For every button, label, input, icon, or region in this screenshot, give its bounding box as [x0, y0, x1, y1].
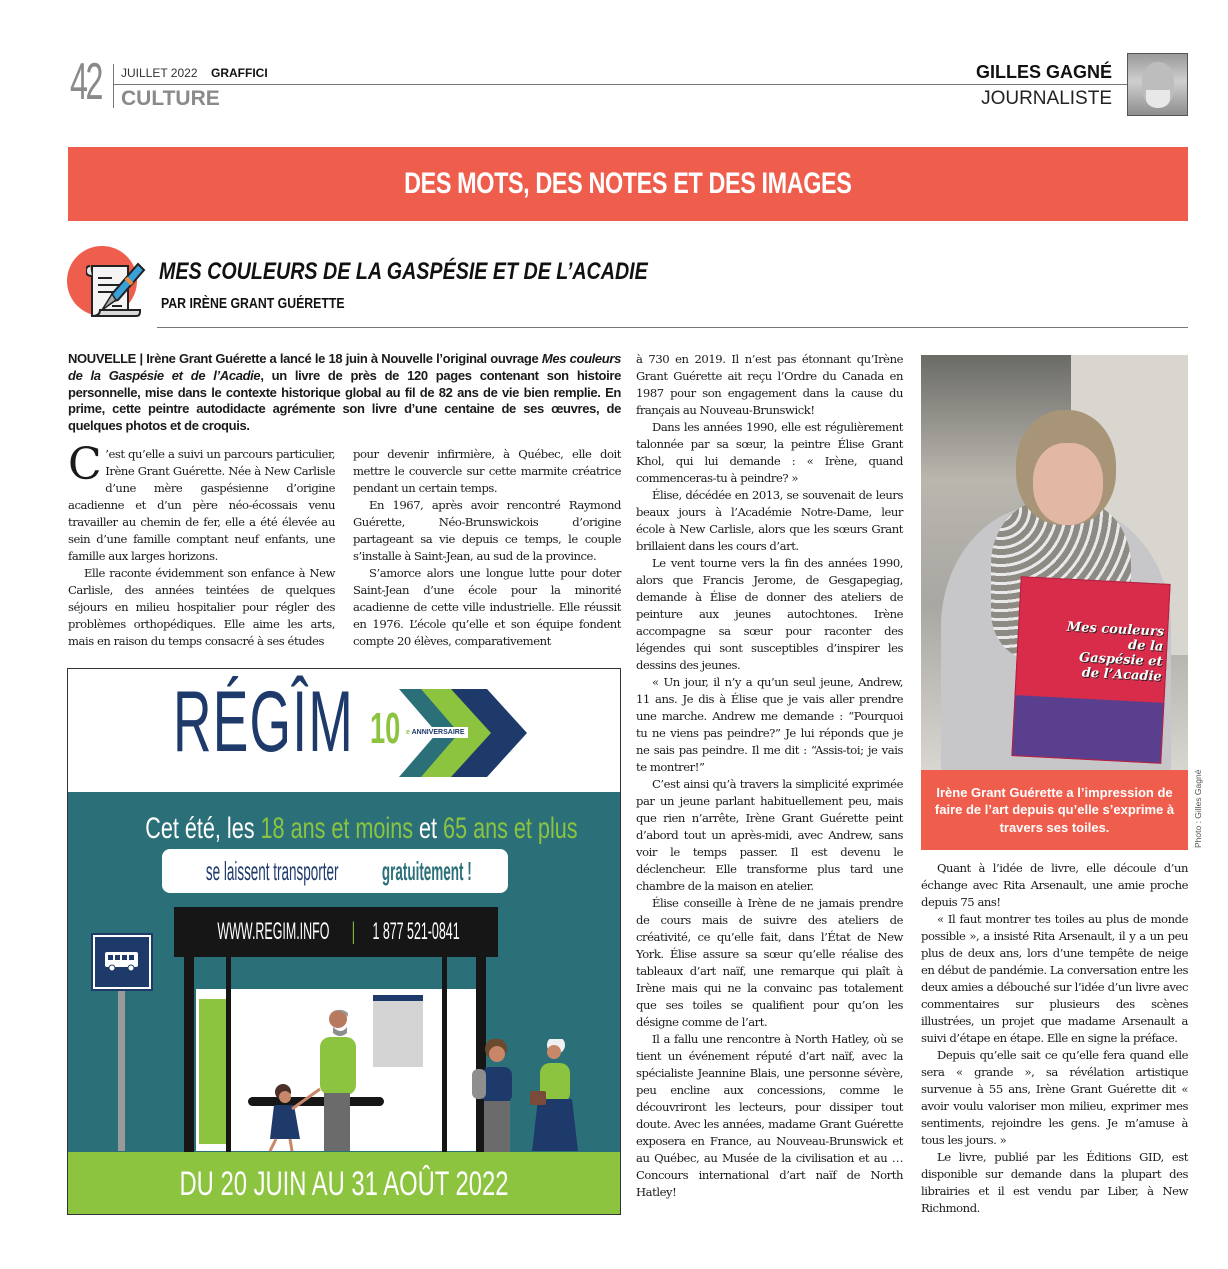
- body-paragraph: à 730 en 2019. Il n’est pas étonnant qu’Irène Grant Guérette ait reçu l’Ordre du Canada en 1987 pour son engagement dans la cause du français au Nouveau-Brunswick!: [636, 352, 903, 417]
- shelter-post: [184, 957, 194, 1157]
- body-column-3: [636, 351, 903, 1201]
- body-paragraph: Quant à l’idée de livre, elle découle d’un échange avec Rita Arsenault, une amie proche depuis 75 ans!: [921, 861, 1188, 909]
- photo-subject-face: [1033, 443, 1103, 525]
- body-column-4: [921, 860, 1188, 1217]
- shelter-green-panel: [199, 999, 226, 1144]
- shelter-roof-sign: [174, 907, 498, 957]
- shelter-map-poster: [373, 995, 423, 1067]
- headline-text: et: [413, 812, 444, 845]
- body-paragraph: C ’est qu’elle a suivi un parcours particulier, Irène Grant Guérette. Née à New Carlisle d’une mère gaspésienne d’origine acadienne et d’un père néo-écossais venu travailler au chemin de fer, elle a été élevée au sein d’une famille comptant neuf enfants, une famille aux larges horizons.: [68, 439, 335, 563]
- anniversary-number: 10: [370, 704, 401, 753]
- body-paragraph: En 1967, après avoir rencontré Raymond Guérette, Néo-Brunswickois d’origine partageant sa vie depuis ce temps, le couple s’installe à Saint-Jean, au sud de la province.: [353, 498, 621, 563]
- headline-highlight-youth: 18 ans et moins: [260, 812, 414, 845]
- body-paragraph: Élise, décédée en 2013, se souvenait de leurs beaux jours à l’Académie Notre-Dame, leur école à New Carlisle, alors que les sœurs Grant brillaient dans les cours d’art.: [636, 488, 903, 553]
- book-cover-title: Mes couleurs de la Gaspésie et de l’Acadie: [1066, 619, 1165, 685]
- scroll-pen-icon: [86, 262, 146, 324]
- body-paragraph: « Un jour, il n’y a qu’un seul jeune, Andrew, 11 ans. Je dis à Élise que je vais aller prendre une marche. Andrew me demande : “Pourquoi tu ne viens pas peindre?” Je lui réponds que je ne sais pas peindre. Il me dit : “Assis-toi; je vais te montrer!”: [636, 675, 903, 774]
- dateline: NOUVELLE |: [68, 351, 143, 366]
- body-paragraph: Le vent tourne vers la fin des années 1990, alors que Francis Jerome, de Gesgapegiag, demande à Élise de donner des ateliers de peinture aux jeunes autochtones. Irène accompagne sa sœur pour raconter des légendes qui sont susceptibles d’inspirer les dessins des jeunes.: [636, 556, 903, 672]
- headline-text: Cet été, les: [145, 812, 261, 845]
- ad-dates-band: [68, 1152, 620, 1215]
- ad-phone[interactable]: 1 877 521-0841: [372, 918, 460, 945]
- body-column-1: [68, 439, 335, 650]
- drop-cap: C: [68, 439, 102, 490]
- bus-stop-post: [118, 991, 125, 1151]
- section-label: CULTURE: [121, 87, 220, 110]
- body-paragraph: Le livre, publié par les Éditions GID, est disponible sur demande dans la plupart des librairies et il est vendu par Liber, à New Richmond.: [921, 1150, 1188, 1215]
- body-paragraph: Élise conseille à Irène de ne jamais prendre de cours mais de suivre des ateliers de créativité, ce qu’elle fait, dans l’État de New York. Élise assure sa sœur qu’elle réalise des tableaux d’art naïf, une remarque qui plaît à Irène mais qui ne la convainc pas totalement que ses toiles se qualifient pour qu’on les désigne comme de l’art.: [636, 896, 903, 1029]
- article-lead: [68, 351, 621, 435]
- author-photo: [1127, 53, 1188, 116]
- body-paragraph: Dans les années 1990, elle est régulièrement talonnée par sa sœur, la peintre Élise Grant Khol, qui lui demande : « Irène, quand commenceras-tu à peindre? »: [636, 420, 903, 485]
- title-rule: [157, 327, 1188, 328]
- article-byline: PAR IRÈNE GRANT GUÉRETTE: [161, 295, 345, 312]
- ad-subline-pill: [162, 849, 508, 893]
- subline-text: se laissent transporter: [206, 855, 339, 886]
- ad-brand-logo: RÉGÎM: [173, 674, 354, 770]
- ad-dates: DU 20 JUIN AU 31 AOÛT 2022: [179, 1164, 509, 1203]
- author-name: GILLES GAGNÉ: [975, 62, 1112, 82]
- shelter-post: [442, 957, 447, 1157]
- header-rule: [113, 84, 1188, 85]
- page-number: 42: [70, 53, 101, 111]
- ad-headline: [145, 812, 578, 846]
- article-title: MES COULEURS DE LA GASPÉSIE ET DE L’ACADIE: [159, 258, 648, 285]
- section-banner: [68, 147, 1188, 221]
- book-cover-art: [1012, 695, 1163, 763]
- lead-book-title: Mes couleurs de la Gaspésie et de l’Acadie: [68, 351, 621, 383]
- publication-name: GRAFFICI: [211, 66, 268, 80]
- lead-text-1: Irène Grant Guérette a lancé le 18 juin à Nouvelle l’original ouvrage: [142, 351, 542, 366]
- ad-website[interactable]: WWW.REGIM.INFO: [217, 918, 330, 945]
- regim-advertisement[interactable]: [67, 668, 621, 1215]
- article-photo: [921, 355, 1188, 770]
- illustration-teen-grandmother: [468, 1039, 588, 1157]
- body-paragraph: Elle raconte évidemment son enfance à New Carlisle, des années teintées de quelques séjours en milieu hospitalier pour régler des problèmes orthopédiques. Elle aime les arts, mais en raison du temps consacré à ses études: [68, 566, 335, 648]
- body-paragraph: pour devenir infirmière, à Québec, elle doit mettre le couvercle sur cette marmite créatrice pendant un certain temps.: [353, 447, 621, 495]
- body-paragraph: « Il faut montrer tes toiles au plus de monde possible », a insisté Rita Arsenault, il y a un peu plus de deux ans, lors d’une tempête de neige en début de pandémie. La conversation entre les deux amies a débouché sur l’idée d’un livre avec commentaires sur plusieurs des scènes illustrées, un projet que madame Arsenault a suivi d’étape en étape. Elle en signe la préface.: [921, 912, 1188, 1045]
- photo-caption: [921, 770, 1188, 850]
- body-paragraph: Depuis qu’elle sait ce qu’elle fera quand elle sera « grande », sa révélation artistique survenue à 55 ans, Irène Grant Guérette dit « avoir voulu valoriser mon milieu, exprimer mes sentiments, rejoindre les gens. Je m’amuse à tous les jours. »: [921, 1048, 1188, 1147]
- bus-icon: [104, 951, 140, 973]
- lead-text-2: , un livre de près de 120 pages contenant son histoire personnelle, mise dans le contexte historique global au fil de 82 ans de vie bien remplie. En prime, cette peintre autodidacte agrémente son livre d’une centaine de ses œuvres, de quelques photos et de croquis.: [68, 367, 621, 434]
- shelter-post: [226, 957, 231, 1157]
- separator: |: [351, 918, 355, 945]
- body-paragraph: C’est ainsi qu’à travers la simplicité exprimée par un jeune parlant habituellement peu, mais que rien n’arrête, Irène Grant Guérette peint d’abord tout un après-midi, avec Andrew, sans voir le temps passer. Il est devenu le déclencheur. Elle transforme plus tard une chambre de la maison en atelier.: [636, 777, 903, 893]
- bus-stop-sign: [93, 935, 151, 989]
- header-divider: [113, 64, 114, 108]
- subline-free: gratuitement !: [382, 855, 473, 886]
- anniversary-label: [403, 727, 468, 738]
- body-paragraph: Il a fallu une rencontre à North Hatley, où se tient un événement réputé d’art naïf, avec la spécialiste Jeannine Blais, une personne sévère, peu encline aux concessions, comme le découvriront les lecteurs, pour dissiper tout doute. Avec les années, madame Grant Guérette exposera en France, au Nouveau-Brunswick et au Québec, au Musée de la civilisation et au … Concours international d’art naïf de North Hatley!: [636, 1032, 903, 1199]
- body-paragraph: S’amorce alors une longue lutte pour doter Saint-Jean d’une école pour la minorité acadienne de cette ville industrielle. Elle réussit en 1976. L’école qu’elle et son équipe fondent compte 20 élèves, comparativement: [353, 566, 621, 648]
- caption-text: Irène Grant Guérette a l’impression de faire de l’art depuis qu’elle s’exprime à travers ses toiles.: [934, 784, 1175, 835]
- body-column-2: [353, 446, 621, 650]
- illustration-grandfather-child: [258, 1009, 378, 1154]
- photo-book-cover: [1011, 576, 1170, 764]
- author-role: JOURNALISTE: [981, 88, 1112, 109]
- photo-credit: Photo : Gilles Gagné: [1193, 769, 1203, 848]
- issue-date: JUILLET 2022: [121, 66, 198, 80]
- author-beard: [1146, 90, 1170, 108]
- anniversary-text: ANNIVERSAIRE: [411, 729, 465, 736]
- banner-title: DES MOTS, DES NOTES ET DES IMAGES: [404, 167, 852, 200]
- headline-highlight-seniors: 65 ans et plus: [443, 812, 578, 845]
- anniversary-suffix: e: [406, 729, 410, 736]
